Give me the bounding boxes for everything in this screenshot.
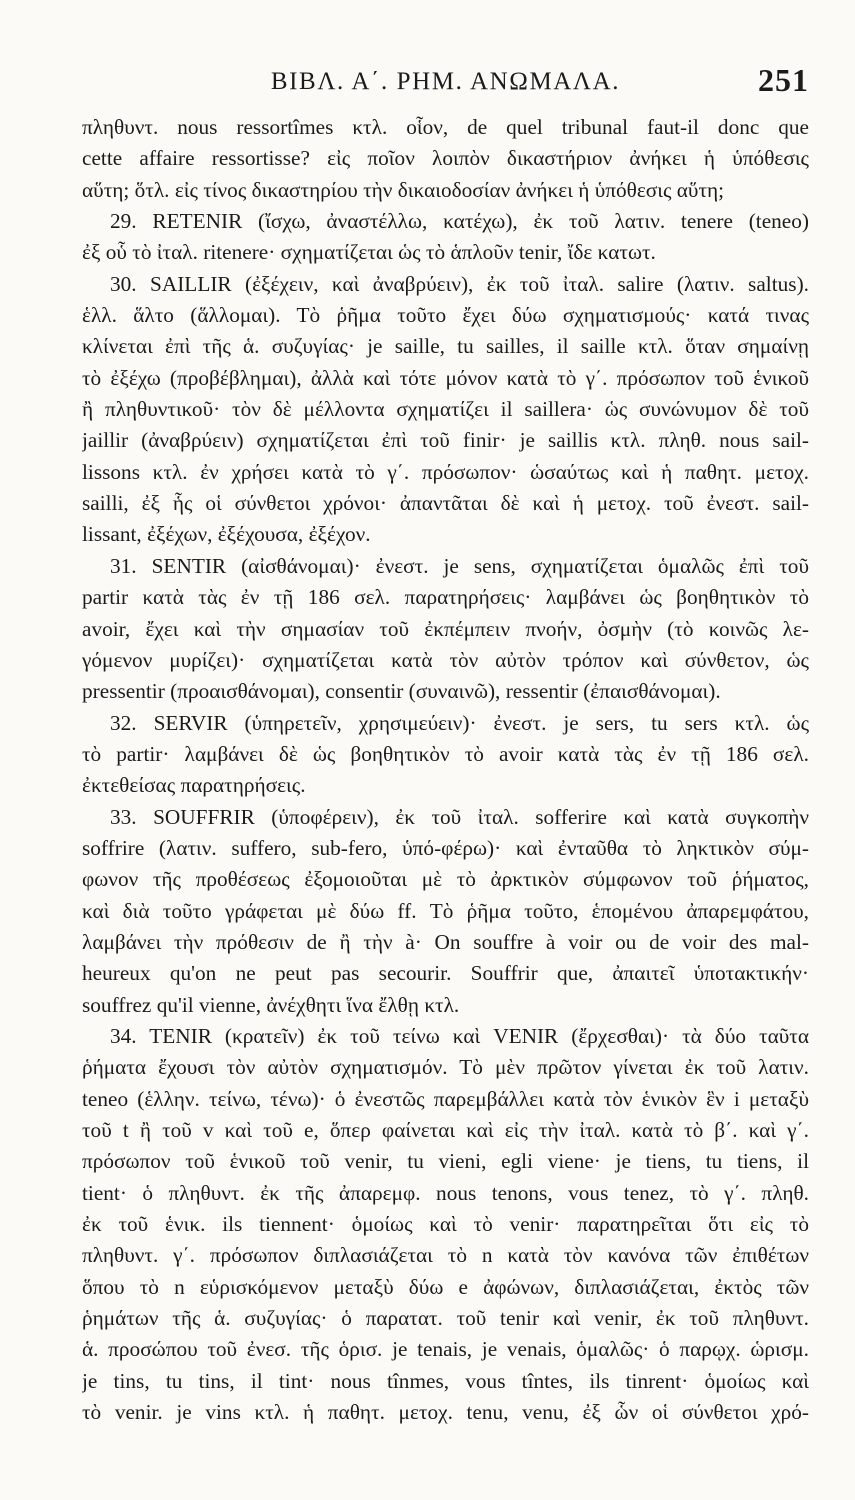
text-line: ὅπου τὸ n εὑρισκόμενον μεταξὺ δύω e ἀφώνων, διπλασιάζεται, ἐκτὸς τῶν [82,1274,809,1299]
text-line: sailli, ἐξ ἧς οἱ σύνθετοι χρόνοι· ἀπαντᾶται δὲ καὶ ἡ μετοχ. τοῦ ἐνεστ. sail- [82,491,809,516]
text-line: 33. SOUFFRIR (ὑποφέρειν), ἐκ τοῦ ἰταλ. sofferire καὶ κατὰ συγκοπὴν [110,804,809,829]
text-line: lissant, ἐξέχων, ἐξέχουσα, ἐξέχον. [82,522,371,547]
text-line: avoir, ἔχει καὶ τὴν σημασίαν τοῦ ἐκπέμπειν πνοήν, ὀσμὴν (τὸ κοινῶς λε- [82,616,809,641]
text-line: τὸ partir· λαμβάνει δὲ ὡς βοηθητικὸν τὸ avoir κατὰ τὰς ἐν τῇ 186 σελ. [82,741,809,766]
text-line: πληθυντ. γ΄. πρόσωπον διπλασιάζεται τὸ n κατὰ τὸν κανόνα τῶν ἐπιθέτων [82,1243,809,1268]
text-line: ἁ. προσώπου τοῦ ἐνεσ. τῆς ὁρισ. je tenais, je venais, ὁμαλῶς· ὁ παρῳχ. ὡρισμ. [82,1337,809,1362]
text-line: καὶ διὰ τοῦτο γράφεται μὲ δύω ff. Τὸ ῥῆμα τοῦτο, ἑπομένου ἀπαρεμφάτου, [82,898,809,923]
text-line: πρόσωπον τοῦ ἑνικοῦ τοῦ venir, tu vieni, egli viene· je tiens, tu tiens, il [82,1149,809,1174]
text-line: τὸ ἐξέχω (προβέβλημαι), ἀλλὰ καὶ τότε μόνον κατὰ τὸ γ΄. πρόσωπον τοῦ ἑνικοῦ [82,365,809,390]
text-line: ῥήματα ἔχουσι τὸν αὐτὸν σχηματισμόν. Τὸ μὲν πρῶτον γίνεται ἐκ τοῦ λατιν. [82,1055,809,1080]
text-line: souffrez qu'il vienne, ἀνέχθητι ἵνα ἔλθῃ κτλ. [82,992,460,1017]
text-line: ἢ πληθυντικοῦ· τὸν δὲ μέλλοντα σχηματίζει il saillera· ὡς συνώνυμον δὲ τοῦ [82,397,809,422]
text-line: tient· ὁ πληθυντ. ἐκ τῆς ἀπαρεμφ. nous tenons, vous tenez, τὸ γ΄. πληθ. [82,1180,809,1205]
running-title: ΒΙΒΛ. Α΄. ΡΗΜ. ΑΝΩΜΑΛΑ. [270,68,621,95]
body-text [82,112,809,1428]
text-line: ἐκτεθείσας παρατηρήσεις. [82,773,306,798]
text-line: πληθυντ. nous ressortîmes κτλ. οἷον, de quel tribunal faut-il donc que [82,115,809,139]
text-line: γόμενον μυρίζει)· σχηματίζεται κατὰ τὸν αὐτὸν τρόπον καὶ σύνθετον, ὡς [82,647,809,672]
text-line: φωνον τῆς προθέσεως ἐξομοιοῦται μὲ τὸ ἀρκτικὸν σύμφωνον τοῦ ῥήματος, [82,867,809,892]
text-line: jaillir (ἀναβρύειν) σχηματίζεται ἐπὶ τοῦ finir· je saillis κτλ. πληθ. nous sail- [82,428,809,453]
text-line: τοῦ t ἢ τοῦ v καὶ τοῦ e, ὅπερ φαίνεται καὶ εἰς τὴν ἰταλ. κατὰ τὸ β΄. καὶ γ΄. [82,1118,809,1142]
text-line: teneo (ἑλλην. τείνω, τένω)· ὁ ἐνεστῶς παρεμβάλλει κατὰ τὸν ἑνικὸν ἓν i μεταξὺ [82,1086,809,1111]
text-line: τὸ venir. je vins κτλ. ἡ παθητ. μετοχ. tenu, venu, ἐξ ὧν οἱ σύνθετοι χρό- [82,1400,809,1425]
text-line: 30. SAILLIR (ἐξέχειν, καὶ ἀναβρύειν), ἐκ τοῦ ἰταλ. salire (λατιν. saltus). [110,271,809,296]
text-line: κλίνεται ἐπὶ τῆς ἁ. συζυγίας· je saille, tu sailles, il saille κτλ. ὅταν σημαίνῃ [82,334,809,359]
text-line: soffrire (λατιν. suffero, sub-fero, ὑπό-φέρω)· καὶ ἐνταῦθα τὸ ληκτικὸν σύμ- [82,835,809,860]
text-line: cette affaire ressortisse? εἰς ποῖον λοιπὸν δικαστήριον ἀνήκει ἡ ὑπόθεσις [82,146,809,171]
text-line: 34. TENIR (κρατεῖν) ἐκ τοῦ τείνω καὶ VENIR (ἔρχεσθαι)· τὰ δύο ταῦτα [110,1023,809,1048]
text-line: lissons κτλ. ἐν χρήσει κατὰ τὸ γ΄. πρόσωπον· ὡσαύτως καὶ ἡ παθητ. μετοχ. [82,459,809,484]
text-line: αὕτη; ὅτλ. εἰς τίνος δικαστηρίου τὴν δικαιοδοσίαν ἀνήκει ἡ ὑπόθεσις αὕτη; [82,177,725,202]
text-line: λαμβάνει τὴν πρόθεσιν de ἢ τὴν à· On souffre à voir ou de voir des mal- [82,929,809,954]
text-line: ῥημάτων τῆς ἁ. συζυγίας· ὁ παρατατ. τοῦ tenir καὶ venir, ἐκ τοῦ πληθυντ. [82,1306,809,1331]
text-line: 29. RETENIR (ἴσχω, ἀναστέλλω, κατέχω), ἐκ τοῦ λατιν. tenere (teneo) [110,209,809,234]
text-line: pressentir (προαισθάνομαι), consentir (συναινῶ), ressentir (ἐπαισθάνομαι). [82,679,721,704]
text-line: partir κατὰ τὰς ἐν τῇ 186 σελ. παρατηρήσεις· λαμβάνει ὡς βοηθητικὸν τὸ [82,585,809,610]
text-line: heureux qu'on ne peut pas secourir. Souffrir que, ἀπαιτεῖ ὑποτακτικήν· [82,961,809,986]
text-line: je tins, tu tins, il tint· nous tînmes, vous tîntes, ils tinrent· ὁμοίως καὶ [82,1368,809,1393]
page-number: 251 [758,62,809,98]
running-header [82,62,809,106]
text-line: ἑλλ. ἅλτο (ἅλλομαι). Τὸ ῥῆμα τοῦτο ἔχει δύω σχηματισμούς· κατά τινας [82,303,809,328]
text-line: ἐξ οὗ τὸ ἰταλ. ritenere· σχηματίζεται ὡς τὸ ἁπλοῦν tenir, ἴδε κατωτ. [82,240,656,265]
text-line: 32. SERVIR (ὑπηρετεῖν, χρησιμεύειν)· ἐνεστ. je sers, tu sers κτλ. ὡς [110,710,809,735]
text-line: 31. SENTIR (αἰσθάνομαι)· ἐνεστ. je sens, σχηματίζεται ὁμαλῶς ἐπὶ τοῦ [110,553,809,578]
text-line: ἐκ τοῦ ἑνικ. ils tiennent· ὁμοίως καὶ τὸ venir· παρατηρεῖται ὅτι εἰς τὸ [82,1212,809,1237]
